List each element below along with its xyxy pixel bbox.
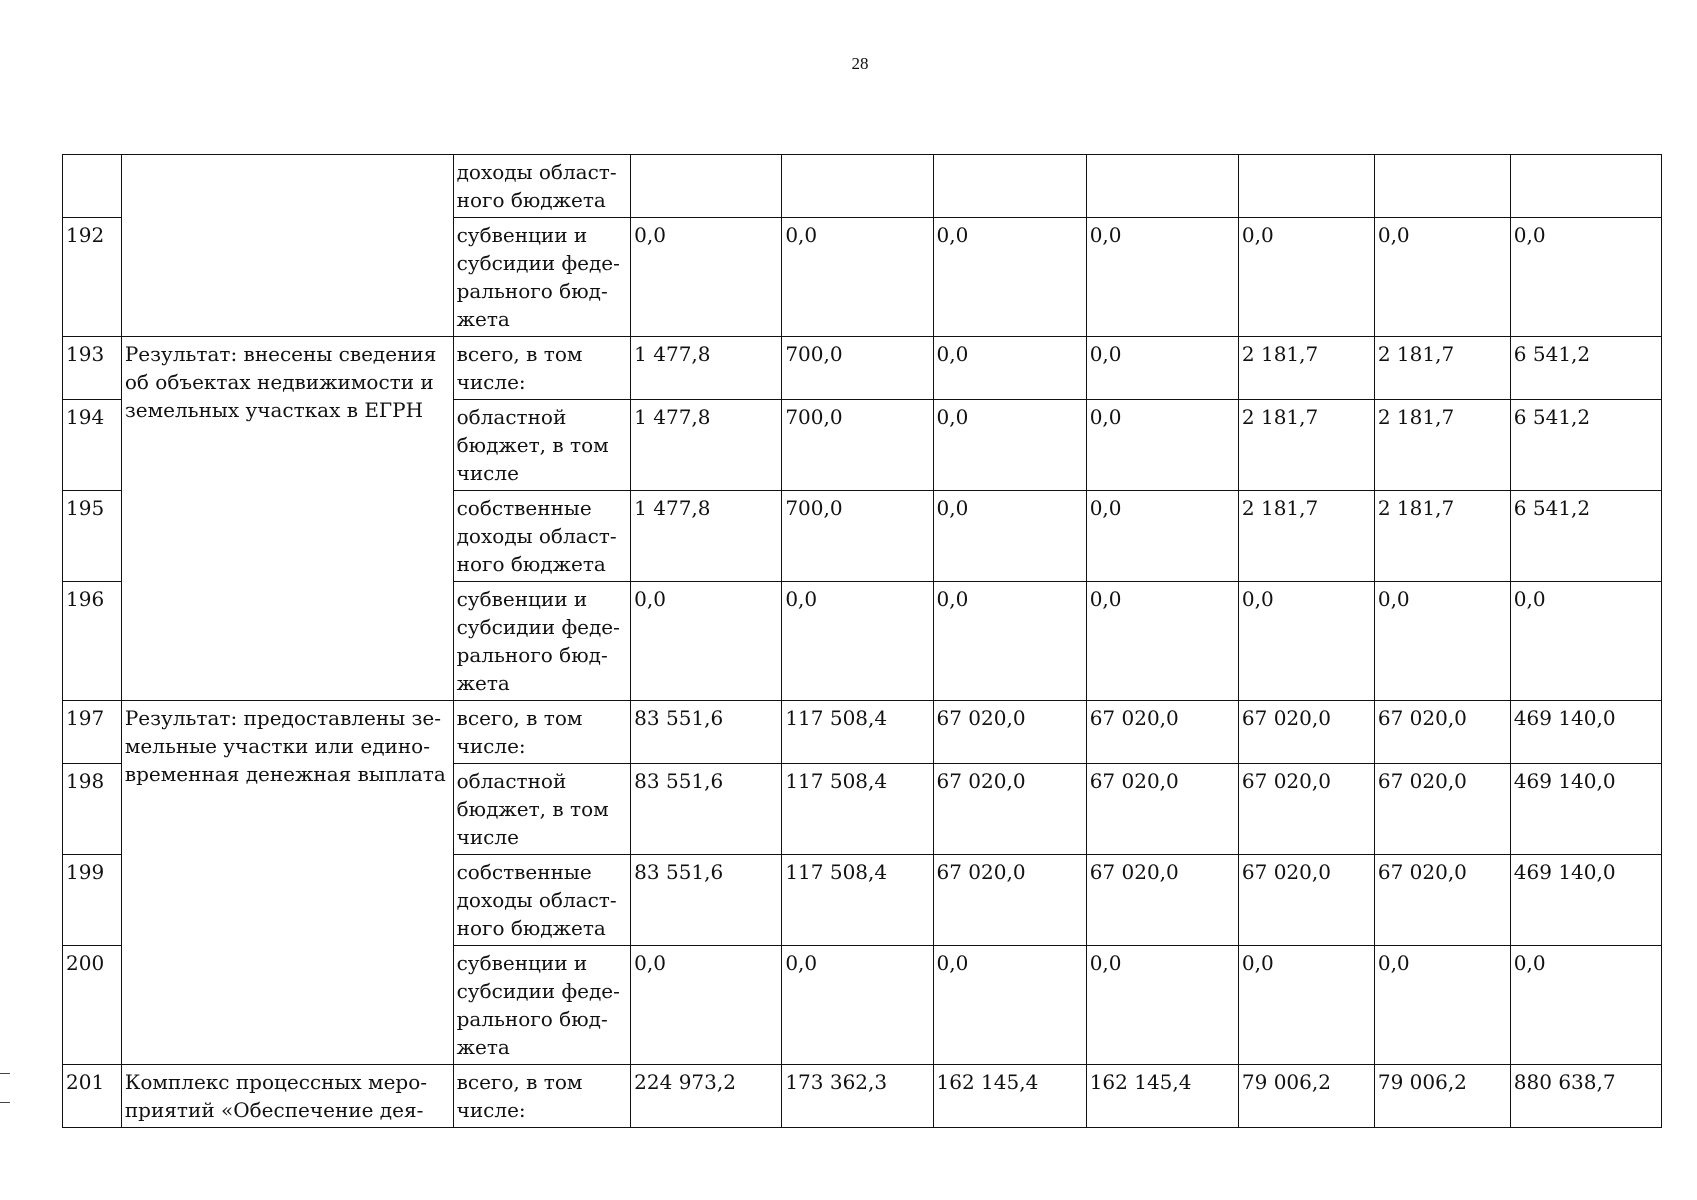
value-cell: 0,0 [933,491,1086,582]
table-row [63,155,1662,218]
value-cell: 83 551,6 [631,855,782,946]
value-cell: 67 020,0 [1238,764,1374,855]
value-cell: 0,0 [1086,491,1238,582]
value-cell: 2 181,7 [1374,337,1510,400]
result-description-cell [121,155,453,337]
value-cell: 0,0 [933,582,1086,701]
value-cell [782,155,933,218]
value-cell: 0,0 [1238,946,1374,1065]
funding-source-cell: всего, в том числе: [453,1065,631,1128]
value-cell: 83 551,6 [631,701,782,764]
funding-source-cell: собственные доходы област- ного бюджета [453,491,631,582]
funding-source-cell: субвенции и субсидии феде- рального бюд- жета [453,582,631,701]
value-cell: 2 181,7 [1238,491,1374,582]
value-cell: 2 181,7 [1374,400,1510,491]
value-cell: 117 508,4 [782,764,933,855]
funding-source-cell: всего, в том числе: [453,701,631,764]
value-cell: 1 477,8 [631,491,782,582]
value-cell: 162 145,4 [933,1065,1086,1128]
value-cell: 0,0 [1086,218,1238,337]
value-cell: 6 541,2 [1510,337,1661,400]
result-description-cell: Результат: внесены сведения об объектах недвижимости и земельных участках в ЕГРН [121,337,453,701]
value-cell: 0,0 [1238,582,1374,701]
row-number-cell: 194 [63,400,122,491]
result-description-cell: Результат: предоставлены зе- мельные участки или едино- временная денежная выплата [121,701,453,1065]
value-cell: 0,0 [1086,582,1238,701]
row-number-cell: 200 [63,946,122,1065]
result-description-cell: Комплекс процессных меро- приятий «Обеспечение дея- [121,1065,453,1128]
value-cell: 469 140,0 [1510,701,1661,764]
value-cell: 67 020,0 [933,764,1086,855]
value-cell: 0,0 [1510,946,1661,1065]
value-cell: 0,0 [1086,400,1238,491]
value-cell: 67 020,0 [1374,855,1510,946]
row-number-cell: 193 [63,337,122,400]
value-cell: 469 140,0 [1510,855,1661,946]
value-cell: 700,0 [782,400,933,491]
value-cell: 67 020,0 [933,855,1086,946]
margin-mark [0,1073,10,1074]
row-number-cell [63,155,122,218]
value-cell: 700,0 [782,491,933,582]
value-cell: 0,0 [933,400,1086,491]
value-cell: 0,0 [933,946,1086,1065]
row-number-cell: 197 [63,701,122,764]
value-cell: 2 181,7 [1374,491,1510,582]
margin-mark [0,1102,10,1103]
value-cell: 224 973,2 [631,1065,782,1128]
value-cell: 0,0 [782,946,933,1065]
value-cell: 67 020,0 [1374,701,1510,764]
row-number-cell: 192 [63,218,122,337]
page-number: 28 [851,54,869,73]
funding-source-cell: всего, в том числе: [453,337,631,400]
value-cell: 0,0 [782,218,933,337]
funding-source-cell: областной бюджет, в том числе [453,764,631,855]
value-cell: 67 020,0 [933,701,1086,764]
value-cell: 117 508,4 [782,855,933,946]
value-cell: 79 006,2 [1238,1065,1374,1128]
value-cell: 0,0 [631,582,782,701]
value-cell: 2 181,7 [1238,337,1374,400]
value-cell: 469 140,0 [1510,764,1661,855]
value-cell [1086,155,1238,218]
funding-source-cell: субвенции и субсидии феде- рального бюд- жета [453,218,631,337]
value-cell: 0,0 [1238,218,1374,337]
row-number-cell: 196 [63,582,122,701]
funding-source-cell: субвенции и субсидии феде- рального бюд- жета [453,946,631,1065]
value-cell [933,155,1086,218]
value-cell: 67 020,0 [1086,855,1238,946]
funding-source-cell: областной бюджет, в том числе [453,400,631,491]
value-cell: 67 020,0 [1374,764,1510,855]
funding-source-cell: доходы област- ного бюджета [453,155,631,218]
value-cell: 0,0 [1086,946,1238,1065]
value-cell: 67 020,0 [1086,764,1238,855]
value-cell: 79 006,2 [1374,1065,1510,1128]
value-cell [1238,155,1374,218]
value-cell: 6 541,2 [1510,400,1661,491]
value-cell: 67 020,0 [1086,701,1238,764]
value-cell: 6 541,2 [1510,491,1661,582]
row-number-cell: 198 [63,764,122,855]
value-cell [1510,155,1661,218]
budget-table [62,154,1662,1128]
row-number-cell: 201 [63,1065,122,1128]
row-number-cell: 195 [63,491,122,582]
table-row [63,1065,1662,1128]
value-cell: 0,0 [631,946,782,1065]
value-cell: 0,0 [631,218,782,337]
value-cell: 67 020,0 [1238,855,1374,946]
value-cell: 0,0 [933,337,1086,400]
value-cell: 0,0 [1374,946,1510,1065]
funding-source-cell: собственные доходы област- ного бюджета [453,855,631,946]
value-cell: 0,0 [1086,337,1238,400]
row-number-cell: 199 [63,855,122,946]
value-cell: 83 551,6 [631,764,782,855]
value-cell: 117 508,4 [782,701,933,764]
value-cell: 0,0 [1374,218,1510,337]
table-row [63,701,1662,764]
value-cell: 0,0 [1374,582,1510,701]
value-cell: 0,0 [1510,218,1661,337]
value-cell: 67 020,0 [1238,701,1374,764]
value-cell: 0,0 [933,218,1086,337]
value-cell [1374,155,1510,218]
value-cell: 2 181,7 [1238,400,1374,491]
value-cell: 173 362,3 [782,1065,933,1128]
value-cell: 0,0 [782,582,933,701]
value-cell: 1 477,8 [631,337,782,400]
value-cell: 1 477,8 [631,400,782,491]
table-row [63,337,1662,400]
value-cell: 162 145,4 [1086,1065,1238,1128]
value-cell: 880 638,7 [1510,1065,1661,1128]
value-cell [631,155,782,218]
value-cell: 0,0 [1510,582,1661,701]
value-cell: 700,0 [782,337,933,400]
